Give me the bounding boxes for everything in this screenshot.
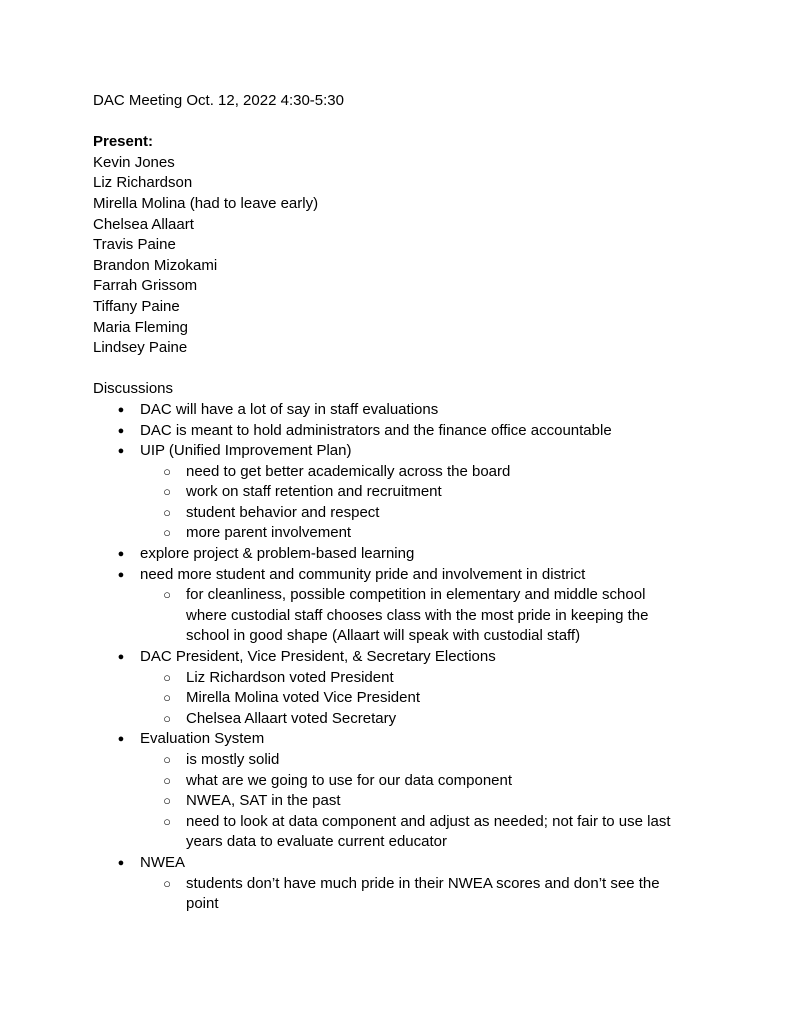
sub-item-list xyxy=(140,585,733,647)
sub-item-text: point xyxy=(186,895,219,913)
sub-item-text: where custodial staff chooses class with the most pride in keeping the xyxy=(186,606,649,624)
bullet-icon: ● xyxy=(117,856,125,869)
sub-item-list xyxy=(140,874,733,915)
discussion-item xyxy=(93,729,733,853)
attendee-name: Chelsea Allaart xyxy=(93,215,194,233)
sub-item-text: for cleanliness, possible competition in elementary and middle school xyxy=(186,586,646,604)
bullet-icon: ● xyxy=(117,445,125,458)
sub-item-text: need to get better academically across the board xyxy=(186,462,511,480)
hollow-bullet-icon: ○ xyxy=(163,669,171,685)
bullet-icon: ● xyxy=(117,733,125,746)
sub-item-text: is mostly solid xyxy=(186,751,280,768)
sub-item xyxy=(140,771,733,792)
attendee-name: Liz Richardson xyxy=(93,174,193,192)
attendee-name: Maria Fleming xyxy=(93,318,189,336)
discussion-item-text: DAC is meant to hold administrators and the finance office accountable xyxy=(140,421,612,439)
attendee-name: Kevin Jones xyxy=(93,153,175,171)
sub-item xyxy=(140,482,733,503)
attendee-name: Travis Paine xyxy=(93,236,176,254)
hollow-bullet-icon: ○ xyxy=(163,484,171,500)
document-page xyxy=(93,91,733,915)
attendee-name: Lindsey Paine xyxy=(93,339,188,357)
sub-item xyxy=(140,503,733,524)
discussion-item xyxy=(93,400,733,421)
discussion-item xyxy=(93,441,733,544)
sub-item-text: what are we going to use for our data component xyxy=(186,771,513,789)
attendee-name: Brandon Mizokami xyxy=(93,256,218,274)
sub-item xyxy=(140,812,733,853)
discussions-heading: Discussions xyxy=(93,380,174,398)
spacer xyxy=(93,359,733,380)
hollow-bullet-icon: ○ xyxy=(163,813,171,829)
bullet-icon: ● xyxy=(117,403,125,416)
discussion-item xyxy=(93,565,733,647)
spacer xyxy=(93,112,733,133)
sub-item-text: NWEA, SAT in the past xyxy=(186,792,341,810)
discussion-item-text: explore project & problem-based learning xyxy=(140,545,415,563)
bullet-icon: ● xyxy=(117,424,125,437)
sub-item-text: school in good shape (Allaart will speak with custodial staff) xyxy=(186,627,581,645)
sub-item-text: more parent involvement xyxy=(186,524,352,542)
hollow-bullet-icon: ○ xyxy=(163,690,171,706)
sub-item-text: Mirella Molina voted Vice President xyxy=(186,689,421,707)
sub-item xyxy=(140,523,733,544)
sub-item xyxy=(140,462,733,483)
sub-item-list xyxy=(140,750,733,853)
hollow-bullet-icon: ○ xyxy=(163,875,171,891)
sub-item-text: years data to evaluate current educator xyxy=(186,833,447,851)
sub-item-text: work on staff retention and recruitment xyxy=(186,483,442,501)
bullet-icon: ● xyxy=(117,568,125,581)
sub-item-list xyxy=(140,668,733,730)
discussion-item xyxy=(93,853,733,915)
discussion-item-text: UIP (Unified Improvement Plan) xyxy=(140,442,352,460)
sub-item-text: Liz Richardson voted President xyxy=(186,668,394,686)
sub-item-text: need to look at data component and adjust as needed; not fair to use last xyxy=(186,812,671,830)
sub-item-text: Chelsea Allaart voted Secretary xyxy=(186,709,397,727)
attendee-name: Farrah Grissom xyxy=(93,277,198,295)
present-heading: Present: xyxy=(93,133,154,151)
hollow-bullet-icon: ○ xyxy=(163,587,171,603)
discussion-item-text: DAC will have a lot of say in staff evaluations xyxy=(140,400,439,418)
sub-item xyxy=(140,668,733,689)
hollow-bullet-icon: ○ xyxy=(163,504,171,520)
sub-item xyxy=(140,874,733,915)
attendee-list xyxy=(93,153,733,359)
attendee-name: Tiffany Paine xyxy=(93,297,180,315)
hollow-bullet-icon: ○ xyxy=(163,463,171,479)
sub-item-list xyxy=(140,462,733,544)
sub-item xyxy=(140,709,733,730)
bullet-icon: ● xyxy=(117,548,125,561)
sub-item xyxy=(140,688,733,709)
hollow-bullet-icon: ○ xyxy=(163,772,171,788)
discussion-item-text: Evaluation System xyxy=(140,730,265,748)
discussion-item-text: DAC President, Vice President, & Secretary Elections xyxy=(140,648,496,666)
discussion-item-text: need more student and community pride and involvement in district xyxy=(140,565,586,583)
sub-item-text: students don’t have much pride in their NWEA scores and don’t see the xyxy=(186,874,660,892)
hollow-bullet-icon: ○ xyxy=(163,710,171,726)
sub-item xyxy=(140,585,733,647)
hollow-bullet-icon: ○ xyxy=(163,752,171,767)
sub-item-text: student behavior and respect xyxy=(186,503,380,521)
bullet-icon: ● xyxy=(117,651,125,664)
discussion-item xyxy=(93,421,733,442)
hollow-bullet-icon: ○ xyxy=(163,525,171,541)
hollow-bullet-icon: ○ xyxy=(163,793,171,809)
sub-item xyxy=(140,791,733,812)
discussion-item-text: NWEA xyxy=(140,853,185,871)
sub-item xyxy=(140,750,733,771)
attendee-name: Mirella Molina (had to leave early) xyxy=(93,194,319,212)
discussion-item xyxy=(93,544,733,565)
discussion-list xyxy=(93,400,733,915)
meeting-title: DAC Meeting Oct. 12, 2022 4:30-5:30 xyxy=(93,92,344,109)
discussion-item xyxy=(93,647,733,729)
